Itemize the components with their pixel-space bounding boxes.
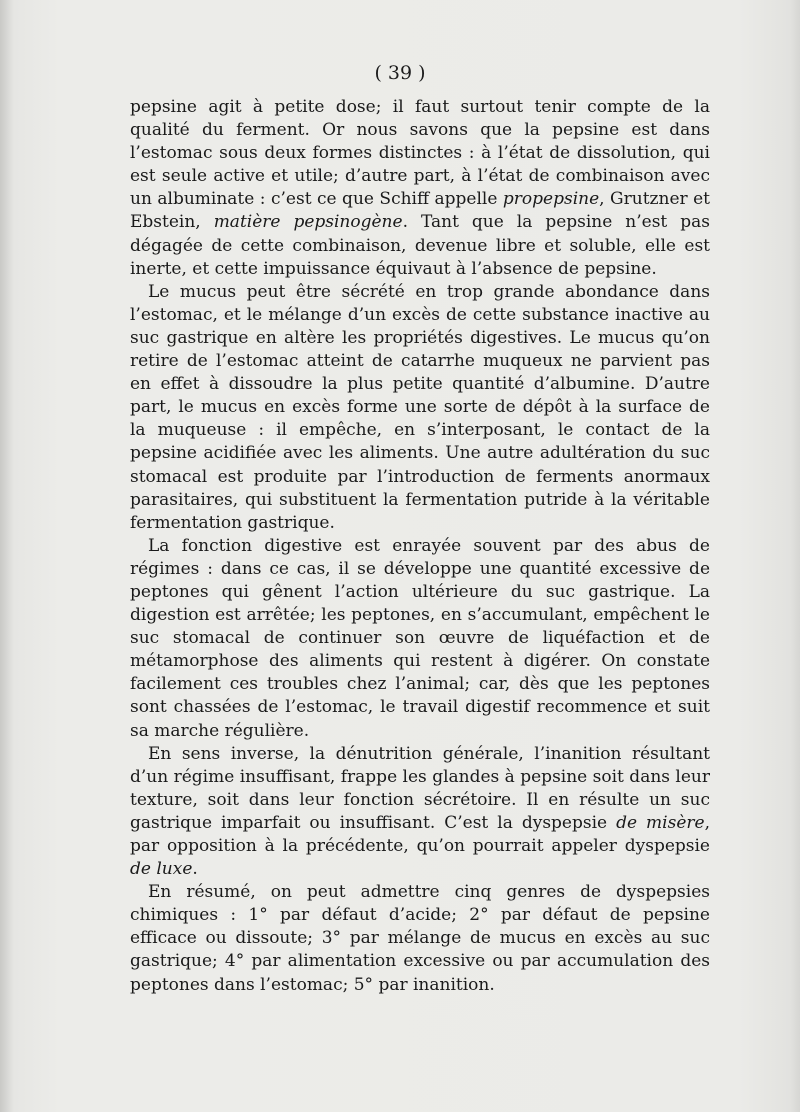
- paragraph-1: [130, 96, 710, 281]
- text-run: La fonction digestive est enrayée souvent par des abus de régimes : dans ce cas, il se développe une quantité excessive de peptones qui gênent l’action ultérieure du suc gastrique. La digestion est arrêtée; les peptones, en s’accumulant, empêchent le suc stomacal de continuer son œuvre de liquéfaction et de métamorphose des aliments qui restent à digérer. On constate facilement ces troubles chez l’animal; car, dès que les peptones sont chassées de l’estomac, le travail digestif recommence et suit sa marche régulière.: [130, 535, 710, 741]
- italic-term: matière pepsinogène: [213, 212, 403, 233]
- italic-term: de luxe: [130, 859, 193, 880]
- text-run: . Tant que la pepsine n’est pas dégagée de cette combinaison, devenue libre et soluble, elle est inerte, et cette impuissance équivaut à l’absence de pepsine.: [130, 212, 710, 279]
- italic-term: propepsine: [502, 189, 600, 210]
- paragraph-5: [130, 881, 710, 996]
- page-number: ( 39 ): [374, 62, 426, 84]
- text-run: , par opposition à la précédente, qu’on pourrait appeler dyspepsie: [130, 812, 710, 856]
- text-run: , Grutzner et Ebstein,: [130, 189, 710, 233]
- paragraph-2: [130, 281, 710, 535]
- text-run: Le mucus peut être sécrété en trop grande abondance dans l’estomac, et le mélange d’un excès de cette substance inactive au suc gastrique en altère les propriétés digestives. Le mucus qu’on retire de l’estomac atteint de catarrhe muqueux ne parvient pas en effet à dissoudre la plus petite quantité d’albumine. D’autre part, le mucus en excès forme une sorte de dépôt à la surface de la muqueuse : il empêche, en s’interposant, le contact de la pepsine acidifiée avec les aliments. Une autre adultération du suc stomacal est produite par l’introduction de ferments anormaux parasitaires, qui substituent la fermentation putride à la véritable fermentation gastrique.: [130, 281, 710, 533]
- text-run: .: [192, 859, 198, 880]
- text-run: En résumé, on peut admettre cinq genres de dyspepsies chimiques : 1° par défaut d’acide; 2° par défaut de pepsine efficace ou dissoute; 3° par mélange de mucus en excès au suc gastrique; 4° par alimentation excessive ou par accumulation des peptones dans l’estomac; 5° par inanition.: [130, 882, 710, 995]
- body-text: [130, 96, 710, 997]
- text-run: pepsine agit à petite dose; il faut surtout tenir compte de la qualité du ferment. Or nous savons que la pepsine est dans l’estomac sous deux formes distinctes : à l’état de dissolution, qui est seule active et utile; d’autre part, à l’état de combinaison avec un albuminate : c’est ce que Schiff appelle: [130, 97, 710, 210]
- text-run: En sens inverse, la dénutrition générale, l’inanition résultant d’un régime insuffisant, frappe les glandes à pepsine soit dans leur texture, soit dans leur fonction sécrétoire. Il en résulte un suc gastrique imparfait ou insuffisant. C’est la dyspepsie: [130, 743, 710, 833]
- italic-term: de misère: [616, 812, 705, 833]
- paragraph-4: [130, 743, 710, 882]
- paragraph-3: [130, 535, 710, 743]
